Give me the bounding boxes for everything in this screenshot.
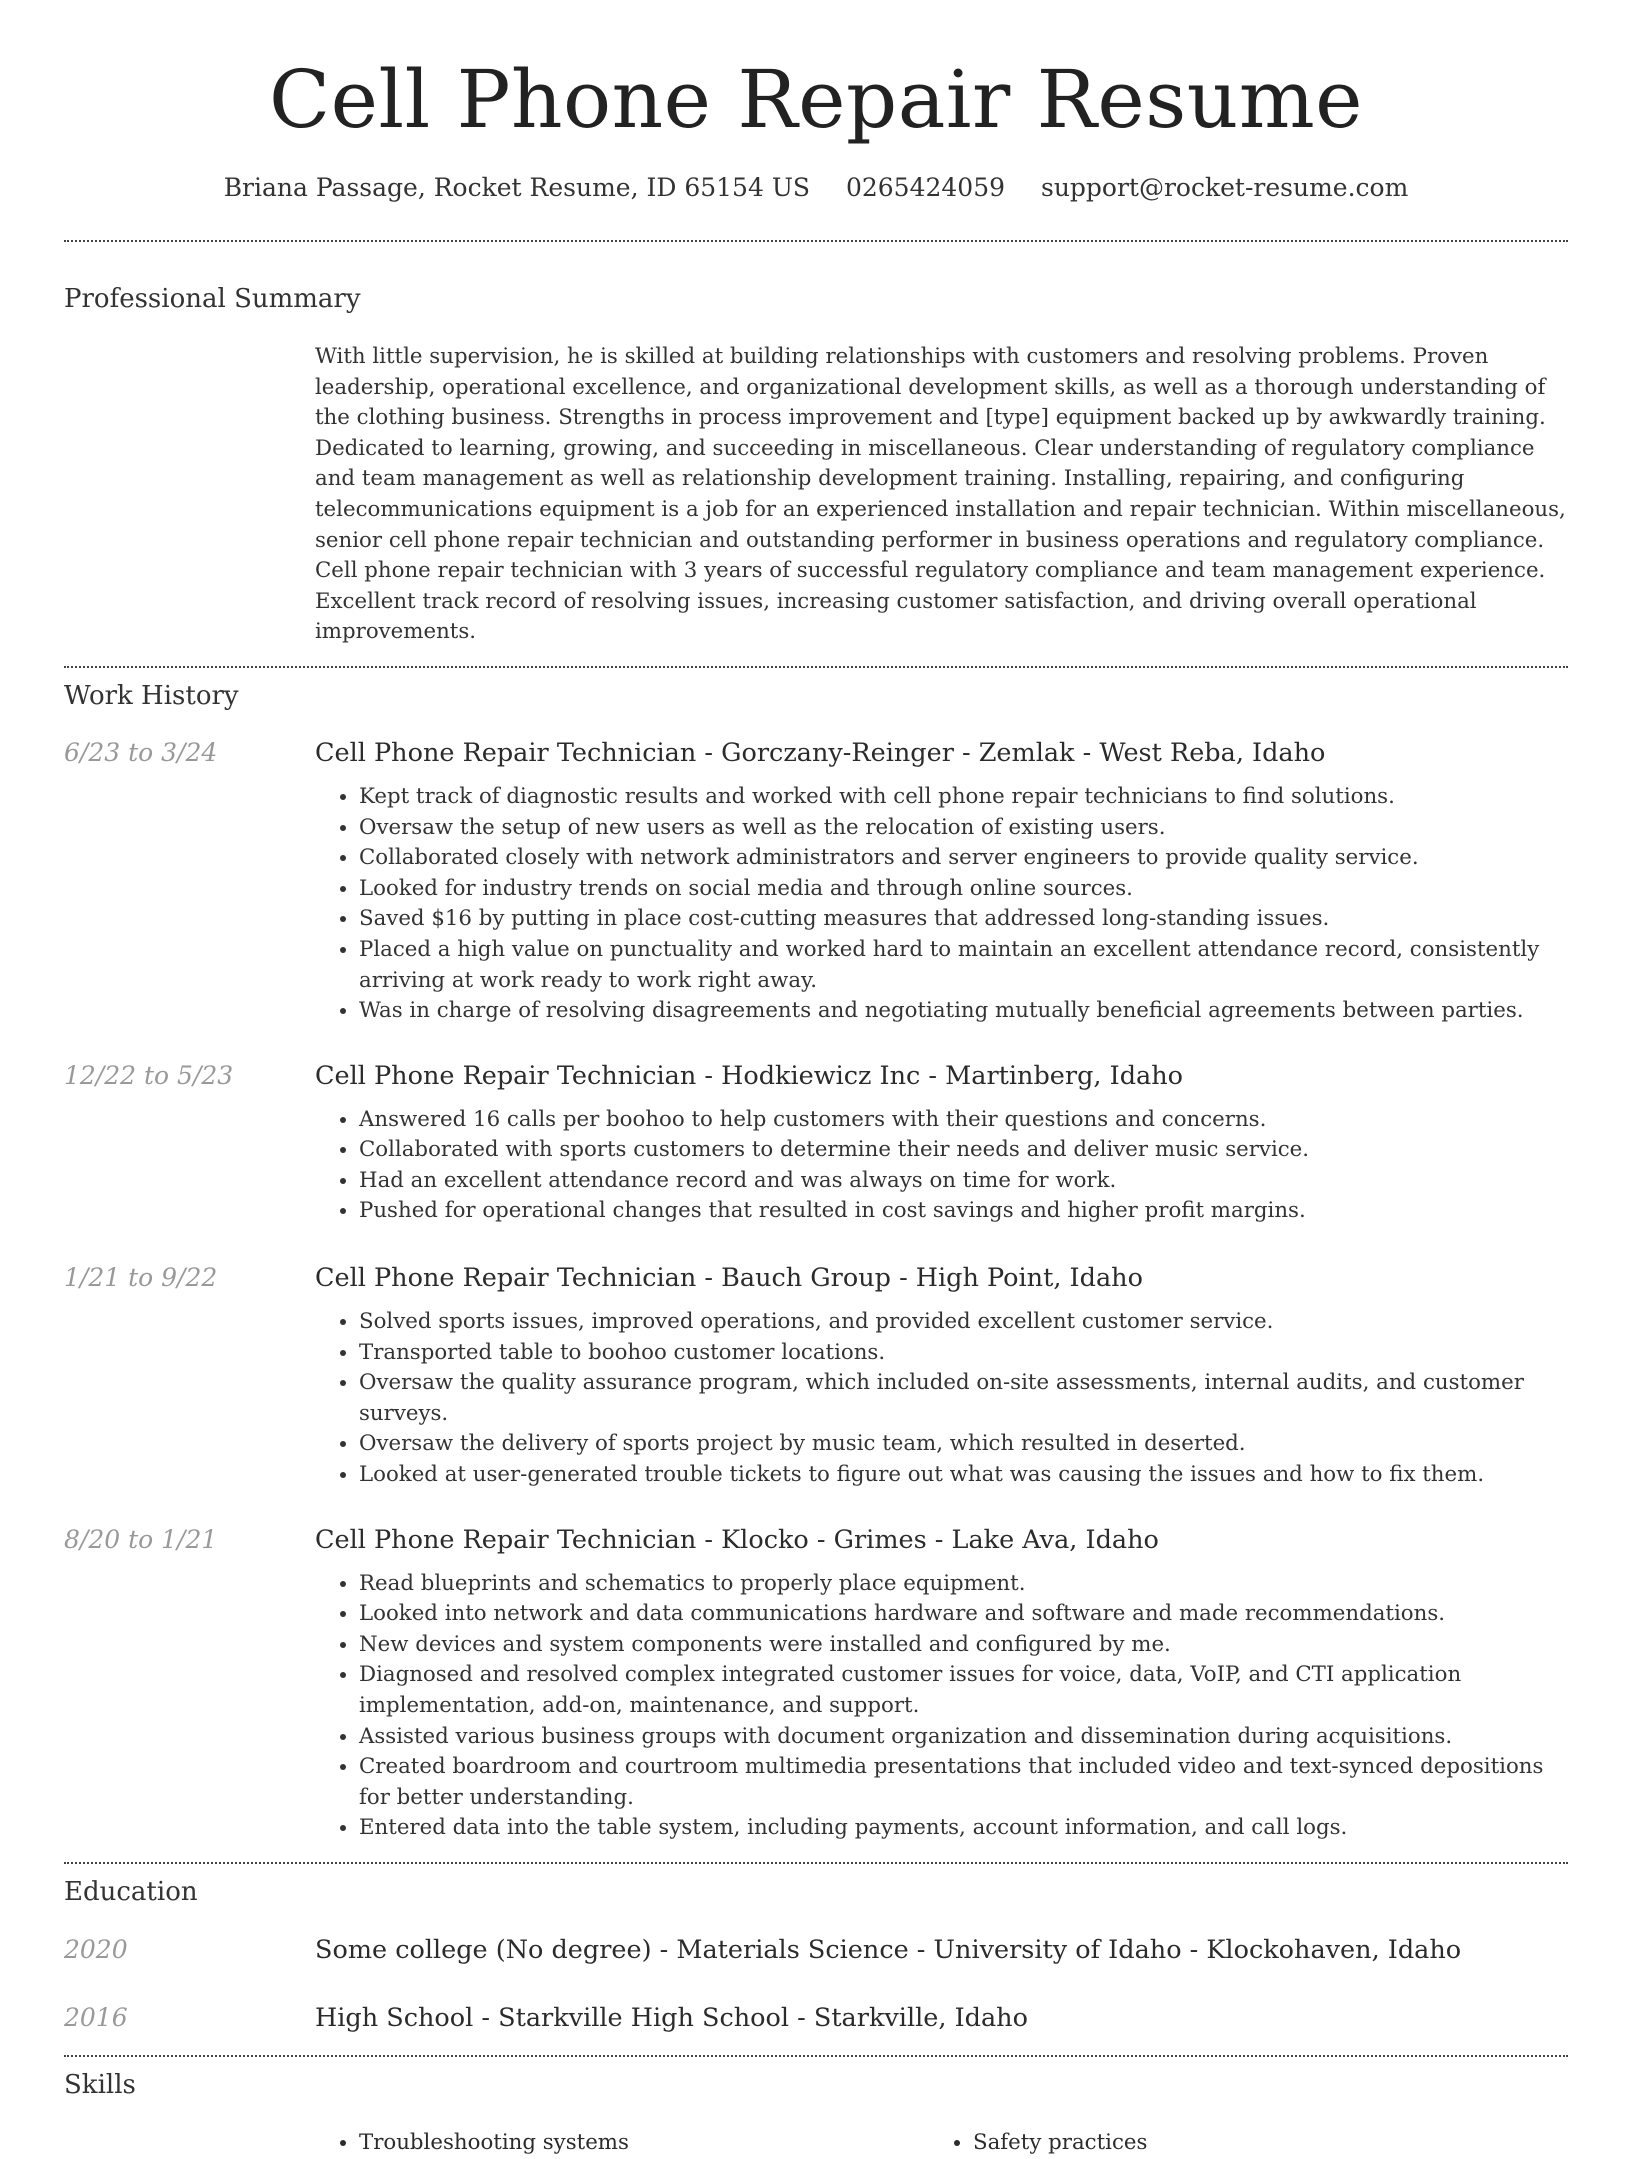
section-divider: [64, 666, 1568, 668]
work-history-heading: Work History: [64, 680, 239, 711]
job-bullet: • Created boardroom and courtroom multimedia presentations that included video and text-synced depositions for better understanding.: [359, 1752, 1568, 1813]
job-bullet: • Solved sports issues, improved operations, and provided excellent customer service.: [359, 1307, 1568, 1338]
job-bullet: • Kept track of diagnostic results and worked with cell phone repair technicians to find solutions.: [359, 782, 1568, 813]
job-bullet: • Was in charge of resolving disagreements and negotiating mutually beneficial agreements between parties.: [359, 996, 1568, 1027]
job-bullet: • Looked at user-generated trouble tickets to figure out what was causing the issues and how to fix them.: [359, 1460, 1568, 1491]
contact-address: Briana Passage, Rocket Resume, ID 65154 US: [223, 173, 811, 202]
job-bullet: • Transported table to boohoo customer locations.: [359, 1338, 1568, 1369]
education-detail: Some college (No degree) - Materials Science - University of Idaho - Klockohaven, Idaho: [315, 1934, 1462, 1965]
job-title: Cell Phone Repair Technician - Klocko - Grimes - Lake Ava, Idaho: [315, 1524, 1159, 1555]
education-year: 2020: [64, 1934, 128, 1964]
education-detail: High School - Starkville High School - Starkville, Idaho: [315, 2002, 1028, 2033]
education-year: 2016: [64, 2002, 128, 2032]
job-bullet: • Had an excellent attendance record and was always on time for work.: [359, 1166, 1568, 1197]
skill-item: • Troubleshooting systems: [359, 2128, 929, 2159]
job-entry: [64, 1523, 1568, 1844]
education-entry: [64, 1933, 1568, 1967]
job-bullet: • Entered data into the table system, including payments, account information, and call logs.: [359, 1813, 1568, 1844]
job-bullet: • Collaborated with sports customers to determine their needs and deliver music service.: [359, 1135, 1568, 1166]
skills-list: [315, 2128, 1568, 2159]
job-bullet: • Collaborated closely with network administrators and server engineers to provide quality service.: [359, 843, 1568, 874]
job-entry: [64, 1261, 1568, 1491]
skills-column-left: [315, 2128, 929, 2159]
contact-phone: 0265424059: [845, 173, 1006, 202]
skill-item: • Safety practices: [973, 2128, 1543, 2159]
job-bullet: • New devices and system components were installed and configured by me.: [359, 1630, 1568, 1661]
education-heading: Education: [64, 1876, 198, 1907]
job-bullets: [315, 1105, 1568, 1227]
job-bullet: • Read blueprints and schematics to properly place equipment.: [359, 1569, 1568, 1600]
job-bullet: • Looked into network and data communications hardware and software and made recommendations.: [359, 1599, 1568, 1630]
job-title: Cell Phone Repair Technician - Bauch Group - High Point, Idaho: [315, 1263, 1143, 1294]
job-dates: 12/22 to 5/23: [64, 1060, 234, 1090]
job-title: Cell Phone Repair Technician - Hodkiewicz Inc - Martinberg, Idaho: [315, 1060, 1183, 1091]
job-dates: 6/23 to 3/24: [64, 737, 218, 767]
job-bullet: • Oversaw the quality assurance program, which included on-site assessments, internal audits, and customer surveys.: [359, 1368, 1568, 1429]
job-bullet: • Saved $16 by putting in place cost-cutting measures that addressed long-standing issues.: [359, 904, 1568, 935]
job-title: Cell Phone Repair Technician - Gorczany-Reinger - Zemlak - West Reba, Idaho: [315, 737, 1326, 768]
contact-email: support@rocket-resume.com: [1040, 173, 1409, 202]
job-entry: [64, 736, 1568, 1027]
job-bullets: [315, 1307, 1568, 1491]
job-bullets: [315, 1569, 1568, 1844]
contact-line: [64, 170, 1568, 206]
resume-title: Cell Phone Repair Resume: [268, 53, 1364, 146]
job-dates: 8/20 to 1/21: [64, 1524, 218, 1554]
summary-heading: Professional Summary: [64, 284, 361, 314]
job-bullet: • Assisted various business groups with document organization and dissemination during acquisitions.: [359, 1722, 1568, 1753]
job-bullet: • Pushed for operational changes that resulted in cost savings and higher profit margins.: [359, 1196, 1568, 1227]
summary-text: With little supervision, he is skilled at building relationships with customers and resolving problems. Proven leadership, operational excellence, and organizational development skills, as well as a thorough understanding of the clothing business. Strengths in process improvement and [type] equipment backed up by awkwardly training. Dedicated to learning, growing, and succeeding in miscellaneous. Clear understanding of regulatory compliance and team management as well as relationship development training. Installing, repairing, and configuring telecommunications equipment is a job for an experienced installation and repair technician. Within miscellaneous, senior cell phone repair technician and outstanding performer in business operations and regulatory compliance. Cell phone repair technician with 3 years of successful regulatory compliance and team management experience. Excellent track record of resolving issues, increasing customer satisfaction, and driving overall operational improvements.: [315, 344, 1566, 645]
skills-heading: Skills: [64, 2069, 136, 2100]
section-divider: [64, 240, 1568, 242]
resume-page: [64, 0, 1568, 2159]
section-divider: [64, 1862, 1568, 1864]
skills-column-right: [929, 2128, 1543, 2159]
job-bullet: • Looked for industry trends on social media and through online sources.: [359, 874, 1568, 905]
job-bullets: [315, 782, 1568, 1027]
job-bullet: • Oversaw the setup of new users as well as the relocation of existing users.: [359, 813, 1568, 844]
job-entry: [64, 1059, 1568, 1227]
education-entry: [64, 2001, 1568, 2035]
section-divider: [64, 2055, 1568, 2057]
job-bullet: • Oversaw the delivery of sports project by music team, which resulted in deserted.: [359, 1429, 1568, 1460]
job-dates: 1/21 to 9/22: [64, 1263, 218, 1293]
job-bullet: • Answered 16 calls per boohoo to help customers with their questions and concerns.: [359, 1105, 1568, 1136]
job-bullet: • Diagnosed and resolved complex integrated customer issues for voice, data, VoIP, and CTI application implementation, add-on, maintenance, and support.: [359, 1660, 1568, 1721]
job-bullet: • Placed a high value on punctuality and worked hard to maintain an excellent attendance record, consistently arriving at work ready to work right away.: [359, 935, 1568, 996]
